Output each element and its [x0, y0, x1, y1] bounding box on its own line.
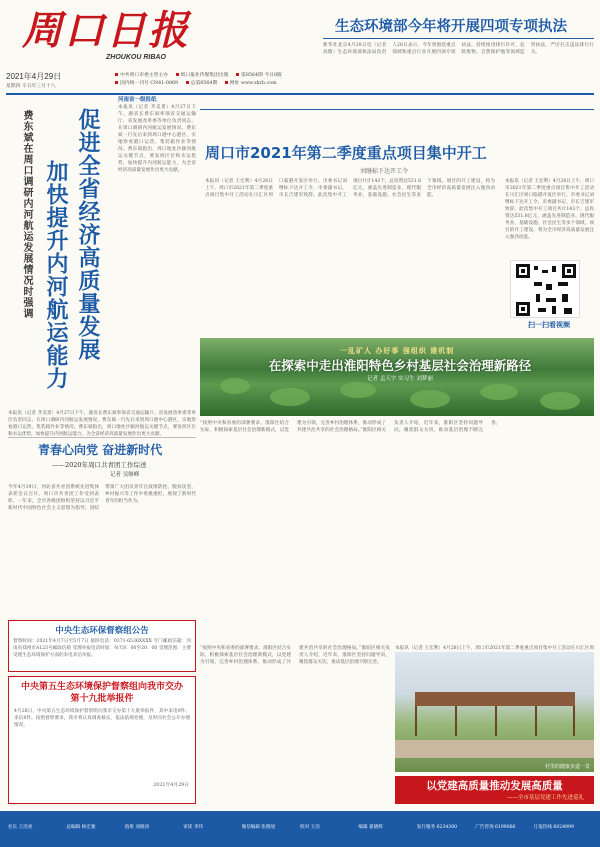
main-story-subtitle: 刘继标下达开工令 [360, 168, 409, 175]
photo-slogan: 一乱矿人 办好事 强组织 建机制 [340, 346, 455, 355]
publisher-info [115, 72, 330, 94]
footer-item: 社长 王浩亮 [8, 825, 33, 830]
masthead-rule [6, 93, 594, 95]
masthead-logo [22, 8, 192, 56]
main-story-body-right: 本报讯（记者 王宏利）4月28日上午，周口市2021年第二季度重点项目集中开工活动在川汇区周口临港开发区举行。市委书记刘继标下达开工令，市委副书记、市长吉建军致辞。此次集中开工项目共计143个，总投资达531.8亿元，涵盖先进制造业、现代服务业、基础设施、社会民生等多个领域。项目的开工建设，将为全市经济高质量发展注入强劲动能。 [505, 179, 594, 240]
paper-tag: 河南省一级报纸 [118, 97, 157, 103]
footer-item: 校对 王浩 [300, 825, 320, 830]
footer-info-grid [0, 811, 600, 830]
photo-caption-sub: 记者 孟天宇 实习生 刘梦丽 [367, 376, 433, 382]
notice-box-1 [8, 620, 196, 672]
cn-number: 国内统一刊号 CN41-0069 [120, 81, 179, 86]
qrcode-label: 扫一扫看视频 [528, 320, 570, 329]
main-story-continued: 本报讯（记者 王宏利）4月28日上午，周口市2021年第二季度重点项目集中开工活动在川汇区周 [395, 646, 594, 651]
bullet-icon [225, 81, 228, 84]
footer-item: 微信编辑 张晓旭 [241, 825, 276, 830]
logo-pinyin: ZHOUKOU RIBAO [106, 54, 166, 61]
notice-1-title[interactable]: 中央生态环保督察组公告 [55, 626, 149, 636]
left-divider [8, 437, 196, 438]
bullet-icon [176, 73, 179, 76]
footer-item: 总编辑 杨宏强 [66, 825, 96, 830]
side-title: 费东斌在周口调研内河航运发展情况时强调 [21, 110, 32, 319]
notice-2-body: 4月28日，中央第五生态环境保护督察组向我市交办第十九批举报件，其中来电9件、来信8件。按照督察要求，我市将认真调查核实，依法依规处理，及时向社会公开办理情况。 [14, 709, 190, 728]
youth-body: 今年4月19日，河北省共青团系统先进集体表彰会议召开，周口市共青团工作受到表彰。一年来，全市各级团组织坚持以习近平新时代中国特色社会主义思想为指导，团结带领广大团员青年在疫情防控、脱贫攻坚、乡村振兴等工作中勇挑重担，展现了新时代青年的担当作为。 [8, 485, 196, 511]
left-feature-body: 本报讯（记者 齐美景）4月27日下午，副省长费东斌率领省交通运输厅、省发展改革委等单位负责同志，在周口调研内河航运发展情况。费东斌一行先后来到周口港中心港区，实地察看港口运营、集装箱作业等情况。费东斌指出，周口地处沙颍河航运关键节点，要发挥区位和水运优势，加快提升内河航运能力，为全省经济高质量发展作出更大贡献。 [118, 105, 196, 173]
lower-article-body: “按照中央和省委的部署要求，淮阳区结合实际，积极探索基层社会治理新模式，以党建为引领，完善乡村治理体系，推动形成了共建共治共享的社会治理格局。”淮阳区相关负责人介绍，近年来，淮阳区坚持问题导向，聚焦群众关切，推动基层治理不断完善。 [200, 421, 501, 433]
footer-item: 广告咨询 6199066 [475, 825, 516, 830]
notice-2-title[interactable]: 中央第五生态环境保护督察组向我市交办第十九批举报件 [21, 682, 184, 704]
lower-article-body-2: “按照中央和省委的部署要求，淮阳区结合实际，积极探索基层社会治理新模式，以党建为引领，完善乡村治理体系，推动形成了共建共治共享的社会治理格局。”淮阳区相关负责人介绍，近年来，淮阳区坚持问题导向，聚焦群众关切，推动基层治理不断完善。 [200, 646, 390, 665]
footer-item: 发行服务 6234300 [416, 825, 458, 830]
issue-info: 第8564期 今日8版 [241, 73, 282, 78]
main-story-body: 本报讯（记者 王宏利）4月28日上午，周口市2021年第二季度重点项目集中开工活动在川汇区周口临港开发区举行。市委书记刘继标下达开工令，市委副书记、市长吉建军致辞。此次集中开工项目共计143个，总投资达531.8亿元，涵盖先进制造业、现代服务业、基础设施、社会民生等多个领域。项目的开工建设，将为全市经济高质量发展注入强劲动能。 [205, 179, 495, 198]
youth-subtitle: ——2020年周口共青团工作综述 [52, 461, 147, 469]
party-banner-title[interactable]: 以党建高质量推动发展高质量 [426, 780, 563, 792]
left-feature-bottom-body: 本报讯（记者 齐美景）4月27日下午，副省长费东斌率领省交通运输厅、省发展改革委等单位负责同志，在周口调研内河航运发展情况。费东斌一行先后来到周口港中心港区，实地察看港口运营、集装箱作业等情况。费东斌指出，周口地处沙颍河航运关键节点，要发挥区位和水运优势，加快提升内河航运能力，为全省经济高质量发展作出更大贡献。 [8, 411, 196, 437]
village-photo [395, 652, 594, 772]
bullet-icon [236, 73, 239, 76]
notice-1-body: 督察时间：2021年4月7日至5月7日 值班电话：0371-6536XXXX 专门邮政信箱：河南省郑州市A123号邮政信箱 受理举报电话时间：每天8：00至20：00 受理范围：主要受理生态环境保护方面的来电来信举报。 [13, 639, 191, 658]
field-photo [200, 338, 594, 416]
village-photo-caption: 村里的健康步道一景 [544, 764, 590, 770]
website: 网址 www.zkrb.com [229, 81, 277, 86]
headline-underline [323, 38, 594, 39]
main-story-title[interactable]: 周口市2021年第二季度重点项目集中开工 [205, 144, 487, 162]
footer-bar [0, 811, 600, 847]
youth-title[interactable]: 青春心向党 奋进新时代 [38, 443, 163, 457]
top-article-body: 新华社北京4月28日电（记者高敬）生态环境部执法局负责人28日表示，今年将围绕重点领域和重点行业开展四项专项执法，持续推进排污许可、危险废物、自然保护地等领域监管执法，严厉打击违法排污行为。 [323, 43, 594, 55]
left-feature-title-sub[interactable]: 促进全省经济高质量发展 [75, 108, 101, 361]
edition-date [6, 71, 116, 91]
youth-byline: 记者 吴继峰 [110, 472, 140, 478]
top-headline[interactable]: 生态环境部今年将开展四项专项执法 [335, 19, 567, 35]
serial: 总第8564期 [190, 81, 218, 86]
publisher: 中共周口市委主管主办 [120, 73, 168, 78]
footer-item: 订报热线 6024999 [533, 825, 574, 830]
notice-2-footer: 2021年4月29日 [153, 783, 189, 788]
footer-item: 审读 李伟 [183, 825, 204, 830]
party-banner-subtitle: ——全市基层党建工作先进巡礼 [506, 795, 584, 801]
qrcode[interactable] [510, 260, 580, 318]
lunar-date: 星期四 辛丑年三月十八 [6, 84, 56, 89]
bullet-icon [115, 73, 118, 76]
bullet-icon [115, 81, 118, 84]
publisher2: 周口报业传媒集团出版 [180, 73, 229, 78]
footer-item: 编辑 翟晓辉 [358, 825, 383, 830]
footer-item: 值班 刘晓涛 [124, 825, 150, 830]
notice-box-2 [8, 676, 196, 804]
qrcode-icon [516, 264, 576, 316]
left-feature-title-main[interactable]: 加快提升内河航运能力 [43, 160, 69, 390]
bullet-icon [186, 81, 189, 84]
date: 2021年4月29日 [6, 72, 62, 81]
photo-caption-title[interactable]: 在探索中走出淮阳特色乡村基层社会治理新路径 [268, 358, 532, 373]
main-story-rule [200, 109, 594, 110]
party-banner [395, 776, 594, 804]
logo-text: 周口日报 [22, 7, 190, 54]
